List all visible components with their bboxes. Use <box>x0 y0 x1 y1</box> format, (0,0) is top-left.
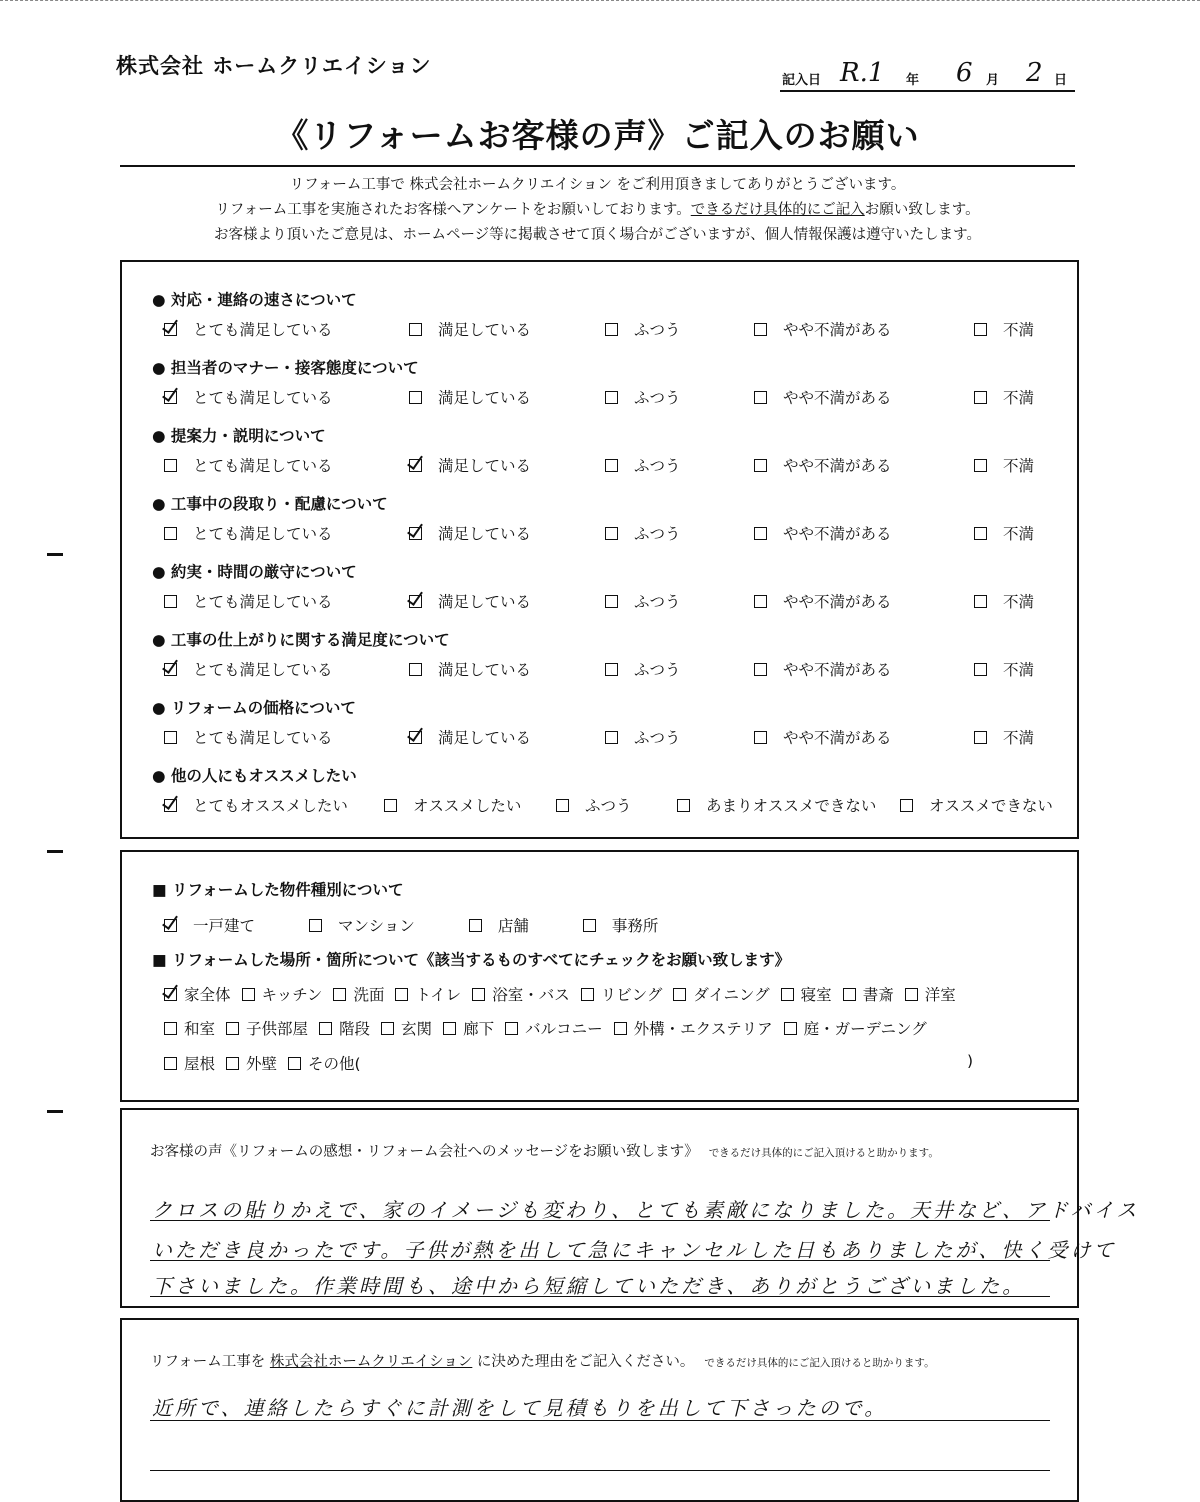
option-label: 不満 <box>1003 457 1035 475</box>
option-label: ふつう <box>585 797 632 815</box>
option-label: 和室 <box>184 1020 216 1038</box>
option-label: あまりオススメできない <box>706 797 877 815</box>
question-option[interactable] <box>605 522 681 544</box>
option-label: とても満足している <box>193 661 333 679</box>
option-label: バルコニー <box>525 1020 603 1038</box>
checkbox[interactable] <box>605 323 618 336</box>
option-label: やや不満がある <box>783 457 892 475</box>
checkbox[interactable] <box>974 595 987 608</box>
checkbox[interactable] <box>843 988 856 1001</box>
date-year-value: R.1 <box>840 58 885 88</box>
checkbox[interactable] <box>164 527 177 540</box>
scan-edge-mark <box>47 1110 63 1113</box>
checkbox[interactable] <box>319 1022 332 1035</box>
checkbox[interactable] <box>409 323 422 336</box>
checkbox[interactable] <box>472 988 485 1001</box>
checkbox[interactable] <box>226 1057 239 1070</box>
question-option[interactable] <box>164 590 333 612</box>
checkbox[interactable] <box>677 799 690 812</box>
place-option[interactable] <box>333 983 384 1005</box>
checkbox[interactable] <box>384 799 397 812</box>
option-label: 満足している <box>438 389 532 407</box>
option-label: 寝室 <box>800 986 832 1004</box>
option-label: 洋室 <box>924 986 956 1004</box>
checkbox[interactable] <box>164 1057 177 1070</box>
option-label: とても満足している <box>193 457 333 475</box>
checkbox[interactable] <box>395 988 408 1001</box>
checkbox[interactable] <box>974 663 987 676</box>
checkbox[interactable] <box>605 663 618 676</box>
option-label: その他( <box>308 1055 361 1073</box>
question-option[interactable] <box>556 794 632 816</box>
checkbox[interactable] <box>409 663 422 676</box>
question-option[interactable] <box>974 454 1034 476</box>
entry-date <box>780 60 1075 92</box>
option-label: ふつう <box>634 457 681 475</box>
place-option[interactable] <box>443 1017 494 1039</box>
option-label: マンション <box>338 917 415 935</box>
checkbox[interactable] <box>226 1022 239 1035</box>
option-label: 子供部屋 <box>246 1020 309 1038</box>
question-title: ● リフォームの価格について <box>152 699 356 717</box>
checkbox[interactable] <box>469 919 482 932</box>
reason-line-rule-2 <box>150 1470 1050 1471</box>
question-option[interactable] <box>754 454 892 476</box>
question-option[interactable] <box>605 726 681 748</box>
place-option[interactable] <box>905 983 956 1005</box>
checkbox[interactable] <box>164 663 177 676</box>
question-option[interactable] <box>754 726 892 748</box>
question-option[interactable] <box>605 658 681 680</box>
question-option[interactable] <box>974 386 1034 408</box>
question-option[interactable] <box>164 522 333 544</box>
checkbox[interactable] <box>754 391 767 404</box>
date-month-unit: 月 <box>986 73 1000 88</box>
reason-box <box>120 1318 1079 1502</box>
question-option[interactable] <box>605 590 681 612</box>
option-label: とても満足している <box>193 389 333 407</box>
checkbox[interactable] <box>164 459 177 472</box>
option-label: 満足している <box>438 525 532 543</box>
option-label: 満足している <box>438 661 532 679</box>
place-option[interactable] <box>242 983 323 1005</box>
intro-line-2 <box>120 198 1075 223</box>
date-year-unit: 年 <box>906 73 920 88</box>
option-label: 廊下 <box>463 1020 495 1038</box>
question-option[interactable] <box>754 386 892 408</box>
checkbox[interactable] <box>974 459 987 472</box>
option-label: やや不満がある <box>783 525 892 543</box>
question-title: ● 約実・時間の厳守について <box>152 563 357 581</box>
question-option[interactable] <box>900 794 1053 816</box>
place-option[interactable] <box>469 914 529 936</box>
question-option[interactable] <box>974 726 1034 748</box>
checkbox[interactable] <box>409 459 422 472</box>
place-option[interactable] <box>505 1017 603 1039</box>
checkbox[interactable] <box>900 799 913 812</box>
question-option[interactable] <box>409 522 531 544</box>
option-label: 満足している <box>438 457 532 475</box>
option-label: 満足している <box>438 593 532 611</box>
scan-edge-mark <box>47 850 63 853</box>
checkbox[interactable] <box>605 459 618 472</box>
question-option[interactable] <box>677 794 876 816</box>
scan-edge-mark <box>47 553 63 556</box>
voice-line-3[interactable]: 下さいました。作業時間も、途中から短縮していただき、ありがとうございました。 <box>152 1274 1026 1298</box>
checkbox[interactable] <box>309 919 322 932</box>
question-title: ● 提案力・説明について <box>152 427 326 445</box>
question-option[interactable] <box>164 658 333 680</box>
company-name: 株式会社 ホームクリエイション <box>116 54 432 78</box>
option-label: 外構・エクステリア <box>633 1020 773 1038</box>
checkbox[interactable] <box>164 919 177 932</box>
voice-note: できるだけ具体的にご記入頂けると助かります。 <box>708 1147 939 1159</box>
checkbox[interactable] <box>754 527 767 540</box>
checkbox[interactable] <box>754 459 767 472</box>
option-label: リビング <box>600 986 663 1004</box>
question-title: ● 担当者のマナー・接客態度について <box>152 359 419 377</box>
place-option[interactable] <box>472 983 570 1005</box>
option-label: 不満 <box>1003 729 1035 747</box>
checkbox[interactable] <box>164 1022 177 1035</box>
option-label: とても満足している <box>193 321 333 339</box>
option-label: やや不満がある <box>783 593 892 611</box>
checkbox[interactable] <box>974 323 987 336</box>
place-option[interactable] <box>784 1017 927 1039</box>
intro-text <box>120 173 1075 248</box>
date-day-unit: 日 <box>1054 73 1068 88</box>
option-label: ダイニング <box>693 986 770 1004</box>
question-option[interactable] <box>754 318 892 340</box>
checkbox[interactable] <box>381 1022 394 1035</box>
place-options-row-1 <box>164 983 967 1005</box>
customer-voice-box <box>120 1108 1140 1308</box>
option-label: ふつう <box>634 729 681 747</box>
question-option[interactable] <box>409 454 531 476</box>
option-label: 不満 <box>1003 593 1035 611</box>
date-label: 記入日 <box>782 73 822 88</box>
place-option[interactable] <box>614 1017 773 1039</box>
checkbox[interactable] <box>754 663 767 676</box>
option-label: やや不満がある <box>783 729 892 747</box>
option-label: ふつう <box>634 389 681 407</box>
checkbox[interactable] <box>581 988 594 1001</box>
other-close-paren: ) <box>967 1052 974 1070</box>
question-title: ● 対応・連絡の速さについて <box>152 291 357 309</box>
checkbox[interactable] <box>164 595 177 608</box>
checkbox[interactable] <box>409 731 422 744</box>
option-label: とても満足している <box>193 729 333 747</box>
intro-line-2-underlined: できるだけ具体的にご記入 <box>690 202 865 218</box>
place-title: ■ リフォームした場所・箇所について《該当するものすべてにチェックをお願い致します》 <box>152 951 791 969</box>
question-option[interactable] <box>164 794 348 816</box>
property-box <box>120 850 1079 1102</box>
reason-prompt <box>150 1350 935 1371</box>
place-option[interactable] <box>164 983 231 1005</box>
question-option[interactable] <box>409 386 531 408</box>
property-type-title: ■ リフォームした物件種別について <box>152 881 404 899</box>
question-option[interactable] <box>164 726 333 748</box>
checkbox[interactable] <box>605 595 618 608</box>
option-label: 不満 <box>1003 525 1035 543</box>
option-label: やや不満がある <box>783 389 892 407</box>
checkbox[interactable] <box>614 1022 627 1035</box>
checkbox[interactable] <box>333 988 346 1001</box>
question-option[interactable] <box>974 522 1034 544</box>
place-option[interactable] <box>226 1017 308 1039</box>
place-option[interactable] <box>581 983 663 1005</box>
place-options-row-3 <box>164 1052 372 1074</box>
checkbox[interactable] <box>583 919 596 932</box>
reason-prompt-company: 株式会社ホームクリエイション <box>269 1354 473 1370</box>
option-label: 不満 <box>1003 389 1035 407</box>
checkbox[interactable] <box>781 988 794 1001</box>
checkbox[interactable] <box>288 1057 301 1070</box>
question-option[interactable] <box>754 658 892 680</box>
date-month-value: 6 <box>956 58 973 88</box>
satisfaction-survey-box <box>120 260 1079 839</box>
checkbox[interactable] <box>974 731 987 744</box>
option-label: 書斎 <box>862 986 894 1004</box>
question-option[interactable] <box>164 318 333 340</box>
option-label: 不満 <box>1003 321 1035 339</box>
question-option[interactable] <box>409 726 531 748</box>
checkbox[interactable] <box>974 391 987 404</box>
question-option[interactable] <box>409 590 531 612</box>
checkbox[interactable] <box>505 1022 518 1035</box>
place-option[interactable] <box>781 983 832 1005</box>
place-option[interactable] <box>381 1017 432 1039</box>
voice-prompt <box>150 1140 939 1161</box>
question-option[interactable] <box>164 386 333 408</box>
checkbox[interactable] <box>164 323 177 336</box>
reason-note: できるだけ具体的にご記入頂けると助かります。 <box>704 1357 935 1369</box>
option-label: 浴室・バス <box>492 986 570 1004</box>
option-label: 不満 <box>1003 661 1035 679</box>
checkbox[interactable] <box>409 595 422 608</box>
option-label: 屋根 <box>184 1055 216 1073</box>
voice-line-2[interactable]: いただき良かったです。子供が熱を出して急にキャンセルした日もありましたが、快く受けて <box>152 1238 1117 1262</box>
voice-prompt-text: お客様の声《リフォームの感想・リフォーム会社へのメッセージをお願い致します》 <box>150 1144 699 1160</box>
place-option[interactable] <box>309 914 415 936</box>
checkbox[interactable] <box>754 323 767 336</box>
checkbox[interactable] <box>974 527 987 540</box>
question-option[interactable] <box>974 318 1034 340</box>
question-option[interactable] <box>754 590 892 612</box>
place-option[interactable] <box>164 1052 215 1074</box>
place-option[interactable] <box>164 914 255 936</box>
option-label: 家全体 <box>184 986 231 1004</box>
option-label: ふつう <box>634 661 681 679</box>
option-label: 洗面 <box>353 986 385 1004</box>
checkbox[interactable] <box>164 988 177 1001</box>
checkbox[interactable] <box>673 988 686 1001</box>
place-option[interactable] <box>843 983 894 1005</box>
question-option[interactable] <box>605 454 681 476</box>
voice-line-1[interactable]: クロスの貼りかえで、家のイメージも変わり、とても素敵になりました。天井など、アドバイス <box>152 1198 1140 1222</box>
checkbox[interactable] <box>754 731 767 744</box>
checkbox[interactable] <box>164 799 177 812</box>
option-label: ふつう <box>634 525 681 543</box>
option-label: 満足している <box>438 321 532 339</box>
checkbox[interactable] <box>905 988 918 1001</box>
place-option[interactable] <box>319 1017 370 1039</box>
place-options-row-2 <box>164 1017 938 1039</box>
question-title: ● 他の人にもオススメしたい <box>152 767 357 785</box>
place-option[interactable] <box>226 1052 277 1074</box>
checkbox[interactable] <box>242 988 255 1001</box>
option-label: 満足している <box>438 729 532 747</box>
question-option[interactable] <box>605 318 681 340</box>
option-label: やや不満がある <box>783 661 892 679</box>
option-label: やや不満がある <box>783 321 892 339</box>
place-option[interactable] <box>164 1017 215 1039</box>
scan-top-edge <box>0 0 1200 5</box>
checkbox[interactable] <box>784 1022 797 1035</box>
checkbox[interactable] <box>443 1022 456 1035</box>
option-label: とても満足している <box>193 525 333 543</box>
checkbox[interactable] <box>409 527 422 540</box>
option-label: 店舗 <box>497 917 529 935</box>
option-label: とてもオススメしたい <box>193 797 348 815</box>
intro-line-1: リフォーム工事で 株式会社ホームクリエイション をご利用頂きましてありがとうございます。 <box>289 177 906 193</box>
date-day-value: 2 <box>1026 58 1043 88</box>
question-title: ● 工事の仕上がりに関する満足度について <box>152 631 450 649</box>
option-label: ふつう <box>634 321 681 339</box>
place-option[interactable] <box>288 1052 361 1074</box>
question-option[interactable] <box>974 590 1034 612</box>
question-option[interactable] <box>754 522 892 544</box>
property-type-options <box>164 914 712 936</box>
option-label: 事務所 <box>611 917 659 935</box>
question-option[interactable] <box>605 386 681 408</box>
intro-line-3: お客様より頂いたご意見は、ホームページ等に掲載させて頂く場合がございますが、個人情報保護は遵守いたします。 <box>213 227 982 243</box>
option-label: オススメしたい <box>413 797 522 815</box>
option-label: キッチン <box>261 986 323 1004</box>
intro-line-2b: お願い致します。 <box>864 202 980 218</box>
question-title: ● 工事中の段取り・配慮について <box>152 495 388 513</box>
option-label: 外壁 <box>246 1055 278 1073</box>
reason-prompt-a: リフォーム工事を <box>150 1354 266 1370</box>
question-option[interactable] <box>409 318 531 340</box>
place-option[interactable] <box>395 983 461 1005</box>
option-label: オススメできない <box>929 797 1053 815</box>
checkbox[interactable] <box>164 731 177 744</box>
question-option[interactable] <box>384 794 521 816</box>
place-option[interactable] <box>583 914 659 936</box>
intro-line-2a: リフォーム工事を実施されたお客様へアンケートをお願いしております。 <box>215 202 691 218</box>
checkbox[interactable] <box>605 527 618 540</box>
checkbox[interactable] <box>605 391 618 404</box>
checkbox[interactable] <box>754 595 767 608</box>
question-option[interactable] <box>974 658 1034 680</box>
option-label: 一戸建て <box>193 917 256 935</box>
checkbox[interactable] <box>605 731 618 744</box>
option-label: ふつう <box>634 593 681 611</box>
option-label: 玄関 <box>401 1020 433 1038</box>
option-label: とても満足している <box>193 593 333 611</box>
reason-line-1[interactable]: 近所で、連絡したらすぐに計測をして見積もりを出して下さったので。 <box>152 1396 888 1420</box>
option-label: トイレ <box>415 986 462 1004</box>
checkbox[interactable] <box>409 391 422 404</box>
page-title: 《リフォームお客様の声》ご記入のお願い <box>120 110 1075 167</box>
option-label: 階段 <box>339 1020 371 1038</box>
place-option[interactable] <box>673 983 769 1005</box>
checkbox[interactable] <box>164 391 177 404</box>
question-option[interactable] <box>164 454 333 476</box>
option-label: 庭・ガーデニング <box>803 1020 927 1038</box>
question-option[interactable] <box>409 658 531 680</box>
checkbox[interactable] <box>556 799 569 812</box>
reason-prompt-b: に決めた理由をご記入ください。 <box>476 1354 695 1370</box>
